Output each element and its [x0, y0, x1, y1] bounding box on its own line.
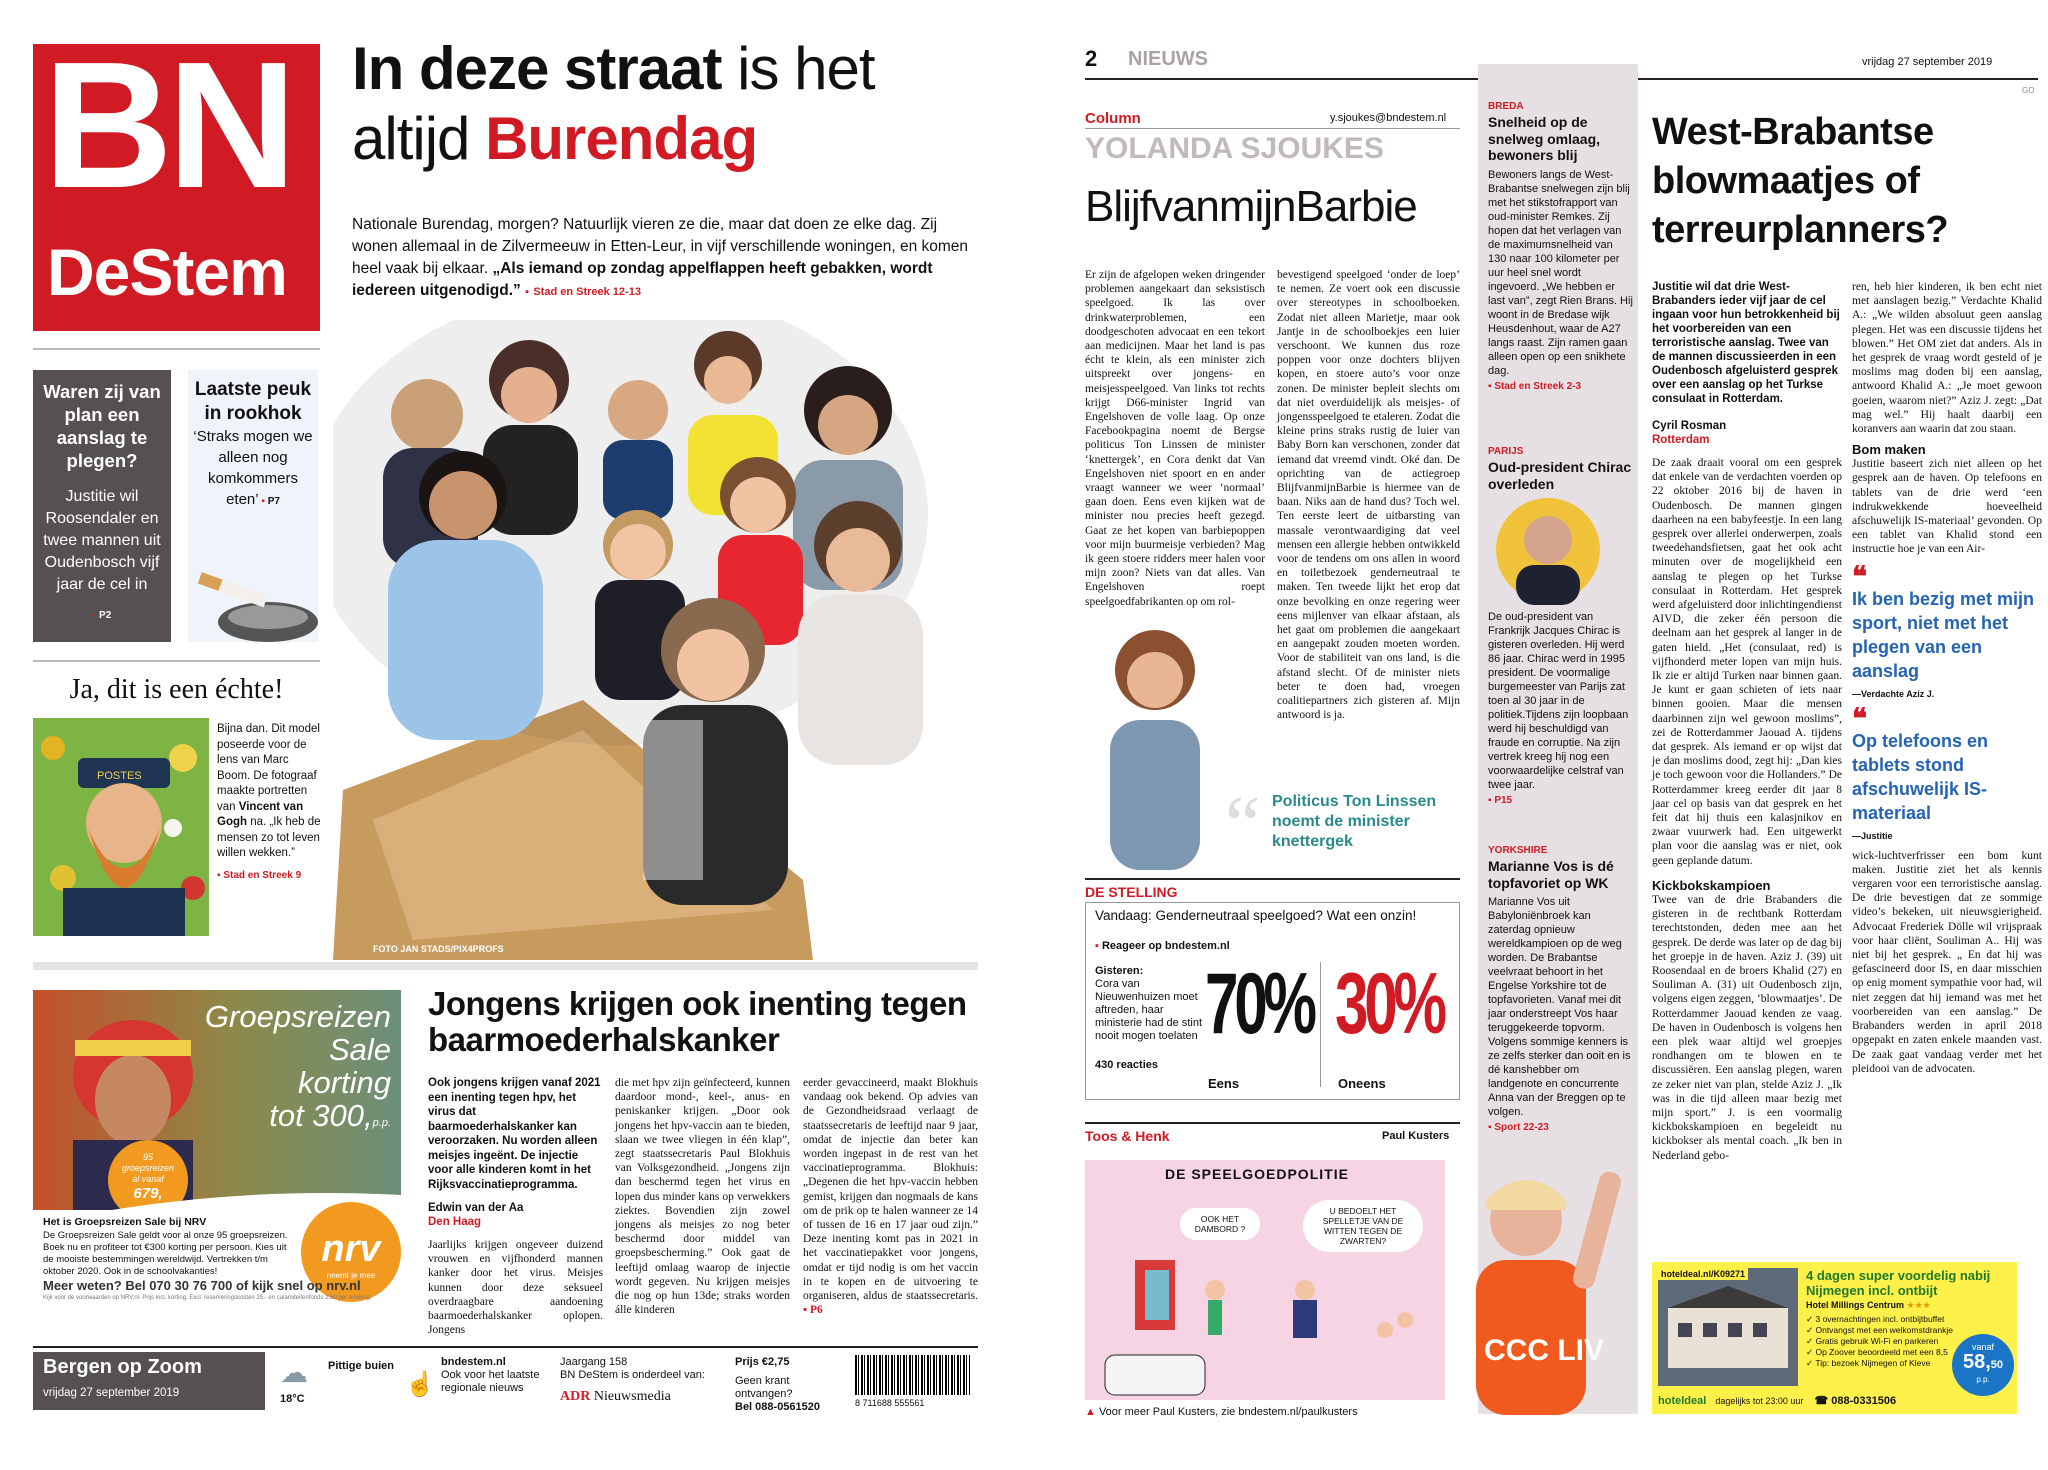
main-photo: [333, 320, 978, 960]
teaser-rookhok[interactable]: Laatste peuk in rookhok ‘Straks mogen we alleen nog komkommers eten’ ▪ P7: [188, 370, 318, 642]
teaser-rookhok-text: ‘Straks mogen we alleen nog komkommers eten’: [193, 428, 313, 508]
column-quote: Politicus Ton Linssen noemt de minister knettergek: [1272, 793, 1437, 850]
front-headline: In deze straat is het altijd Burendag: [352, 35, 875, 172]
ad-l2: Sale: [328, 1032, 391, 1067]
echte-title: Ja, dit is een échte!: [69, 674, 284, 705]
hotel-ad[interactable]: hoteldeal.nl/K09271 4 dagen super voordelig nabij Nijmegen incl. ontbijt Hotel Millings Centrum ★★★ ✓ 3 overnachtingen incl. ontbijtbuffet ✓ Ontvangst met een welkomstdrankje ✓ Gratis gebruik Wi-Fi en parkeren ✓ Op Zoover beoordeeld met een 8,5 ✓ Tip: bezoek Nijmegen of Kleve vanaf 58,50 p.p. hoteldeal dagelijks tot 23:00 uur ☎ 088-0331506: [1652, 1262, 2017, 1414]
cigarette-image: [188, 562, 318, 642]
quote-2: Op telefoons en tablets stond afschuwelijk IS-materiaal: [1852, 730, 1989, 823]
columnist-photo: [1085, 610, 1225, 872]
nrv-ad[interactable]: Groepsreizen Sale korting tot 300,p.p. 95 groepsreizen al vanaf 679, nrv neemt je mee Het is Groepsreizen Sale bij NRV De Groepsreizen Sale geldt voor al onze 95 groepsreizen. Boek nu en profiteer tot €300 korting per persoon. Kies uit de mooiste bestemmingen wereldwijd. Vertrekken t/m oktober 2020. Ook in de schoolvakanties! Meer weten? Bel 070 30 76 700 of kijk snel op nrv.nl Kijk voor de voorwaarden op NRV.nl. Prijs incl. korting. Excl. reserveringskosten 25,- en calamiteitenfonds 2,50 per boeking.: [33, 990, 401, 1310]
echte-text: Bijna dan. Dit model poseerde voor de lens van Marc Boom. De fotograaf maakte portretten van Vincent van Gogh na. „Ik heb de mensen zo tot leven willen wekken.” ▪ Stad en Streek 9: [217, 723, 321, 881]
hpv-article: Jongens krijgen ook inenting tegen baarmoederhalskanker Ook jongens krijgen vanaf 2021 een inenting tegen hpv, het virus dat baarmoederhalskanker kan veroorzaken. Nu worden alleen meisjes ingeënt. De injectie voor alle kinderen komt in het Rijksvaccinatieprogramma. Edwin van der Aa Den Haag Jaarlijks krijgen ongeveer duizend vrouwen en vijfhonderd mannen kanker door het virus. Meisjes kunnen door deze seksueel overdraagbare aandoening baarmoederhalskanker oplopen. Jongens die met hpv zijn geïnfecteerd, kunnen daardoor mond-, keel-, anus- en peniskanker krijgen. „Door ook jongens het hpv-vaccin aan te bieden, slaan we twee vliegen in één klap”, zegt staatssecretaris Paul Blokhuis van Volksgezondheid. „Jongens zijn dan beschermd tegen het virus en lopen dus minder kans op verwekkers ziektes. Bovendien zijn zowel jongens als meisjes zo nog beter beschermd door middel van groepsbescherming.” Ook gaat de leeftijd omlaag waarop de injectie wordt gegeven. Nu krijgen meisjes die nog op hun 13de; straks worden álle kinderen eerder gevaccineerd, maakt Blokhuis vandaag ook bekend. Op advies van de Gezondheidsraad verlaagt de staatssecretaris de leeftijd naar 9 jaar, omdat de injectie dan beter kan worden ingepast in de rest van het vaccinatieprogramma. Blokhuis: „Degenen die het hpv-vaccin hebben gemist, krijgen dan nogmaals de kans om de prik op te halen wanneer ze 14 of tussen de 16 en 17 jaar oud zijn.” Deze inenting komt pas in 2021 in het vaccinatiepakket voor jongens, omdat er tijd nodig is om het vaccin in te kopen en de uitvoering te organiseren, aldus de staatssecretaris. ▪ P6: [428, 985, 978, 1337]
edition-name: Bergen op Zoom: [43, 1356, 202, 1378]
svg-text:CCC LIV: CCC LIV: [1484, 1334, 1604, 1367]
chirac-photo: [1488, 495, 1608, 605]
ad-badge: 95 groepsreizen al vanaf 679,: [108, 1140, 188, 1220]
ad-l1: Groepsreizen: [204, 999, 391, 1034]
nrv-logo: nrv neemt je mee: [301, 1202, 401, 1302]
page-number: 2: [1085, 46, 1098, 71]
column-label: Column: [1085, 110, 1141, 127]
logo-bn: BN: [43, 25, 291, 226]
logo-destem: DeStem: [47, 235, 287, 309]
yes-percent: 70%: [1205, 956, 1313, 1052]
section-name: NIEUWS: [1128, 48, 1208, 70]
front-lead: Nationale Burendag, morgen? Natuurlijk vieren ze die, maar dat doen ze elke dag. Zij wonen allemaal in de Zilvermeeuw in Etten-Leur, in vijf verschillende woningen, en komen heel vaak bij elkaar. „Als iemand op zondag appelflappen heeft gebakken, wordt iedereen uitgenodigd.” ▪ Stad en Streek 12-13: [352, 216, 969, 299]
vos-photo: [1466, 1150, 1641, 1415]
hand-icon: ☝: [405, 1371, 435, 1398]
barcode: [855, 1355, 970, 1395]
teaser-aanslag[interactable]: Waren zij van plan een aanslag te plegen? Justitie wil Roosendaler en twee mannen uit Oudenbosch vijf jaar de cel in ▪ P2: [33, 370, 171, 642]
teaser-aanslag-ref: P2: [99, 610, 112, 621]
teaser-aanslag-title: Waren zij van plan een aanslag te plegen?: [43, 381, 161, 471]
quote-icon: ❝: [1852, 560, 1868, 592]
ad-l3: korting: [297, 1065, 391, 1100]
price-badge: vanaf 58,50 p.p.: [1952, 1334, 2014, 1396]
hpv-title: Jongens krijgen ook inenting tegen baarmoederhalskanker: [428, 985, 967, 1058]
column-author: YOLANDA SJOUKES: [1085, 132, 1384, 165]
svg-text:POSTES: POSTES: [97, 770, 142, 782]
rain-cloud-icon: ☁: [280, 1357, 308, 1388]
footer-edition-box: [33, 1352, 265, 1410]
teaser-aanslag-text: Justitie wil Roosendaler en twee mannen uit Oudenbosch vijf jaar de cel in: [43, 488, 161, 593]
column-title: BlijfvanmijnBarbie: [1085, 182, 1417, 231]
page2-date: vrijdag 27 september 2019: [1862, 56, 1993, 68]
stelling-label: DE STELLING: [1085, 884, 1178, 900]
vangogh-photo: [33, 718, 209, 936]
main-title: West-Brabantse blowmaatjes of terreurplanners?: [1652, 111, 1949, 251]
comic-panel: DE SPEELGOEDPOLITIE OOK HET DAMBORD ? U BEDOELT HET SPELLETJE VAN DE WITTEN TEGEN DE ZWARTEN?: [1085, 1160, 1445, 1400]
teaser-rookhok-title: Laatste peuk in rookhok: [194, 379, 312, 424]
quote-1: Ik ben bezig met mijn sport, niet met het plegen van een aanslag: [1852, 588, 2035, 681]
weather: ☁ Pittige buien 18°C: [280, 1357, 394, 1405]
no-percent: 30%: [1335, 956, 1443, 1052]
phone-icon: ☎: [1814, 1395, 1829, 1407]
edition-date: vrijdag 27 september 2019: [43, 1387, 180, 1399]
photo-credit: FOTO JAN STADS/PIX4PROFS: [373, 944, 504, 954]
logo: [33, 25, 320, 331]
